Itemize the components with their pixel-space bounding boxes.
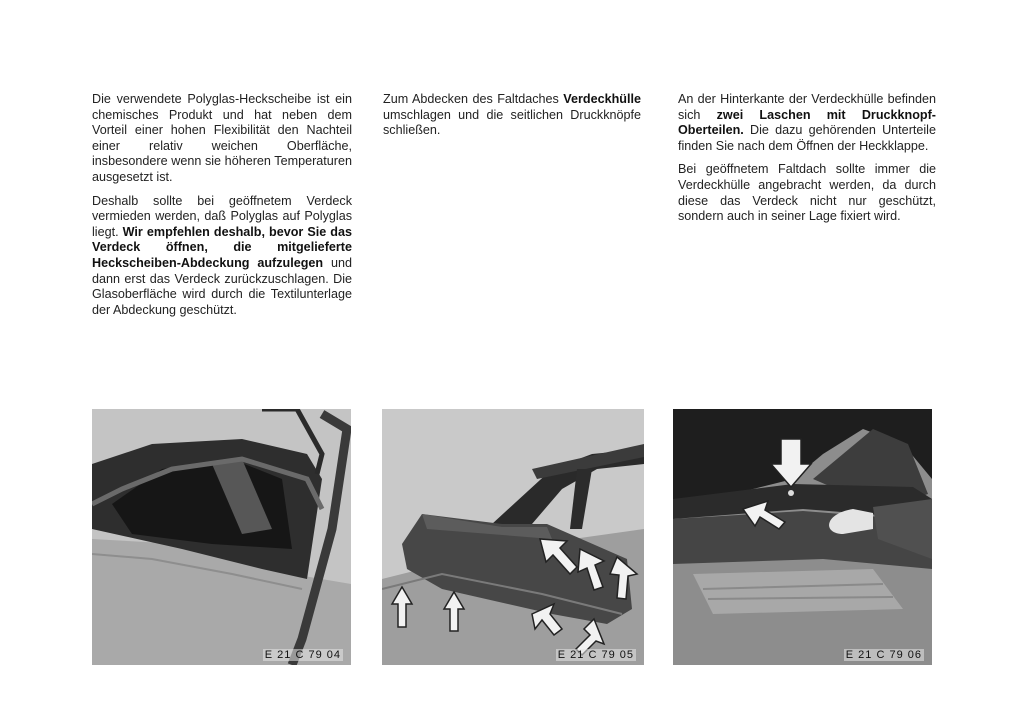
paragraph-tabs (678, 92, 936, 154)
text-column-2 (383, 92, 641, 147)
text-column-3 (678, 92, 936, 233)
text-run: Die dazu gehörenden Unterteile finden Sie nach dem Öffnen der Heckklappe. (678, 123, 936, 153)
paragraph-polyglas: Die verwendete Polyglas-Heckscheibe ist ein chemisches Produkt und hat neben dem Vorteil einer hohen Flexibilität den Nachteil einer relativ weichen Oberfläche, insbesondere wenn sie höheren Temperaturen ausgesetzt ist. (92, 92, 352, 184)
paragraph-cover (383, 92, 641, 139)
photo-illustration (673, 409, 932, 665)
photo-illustration (382, 409, 644, 665)
text-run: Zum Abdecken des Faltdaches (383, 92, 564, 106)
bold-text-run: zwei Laschen mit Druckknopf-Oberteilen. (678, 107, 936, 138)
photo-caption: E 21 C 79 04 (264, 649, 341, 661)
photo-rear-window (92, 409, 351, 665)
photo-illustration (92, 409, 351, 665)
text-column-1 (92, 92, 352, 326)
photo-top-cover (382, 409, 644, 665)
text-run: Deshalb sollte bei geöffnetem Verdeck vermieden werden, daß Polyglas auf Polyglas liegt. (92, 193, 352, 239)
text-run: und dann erst das Verdeck zurückzuschlagen. Die Glasoberfläche wird durch die Textilunterlage der Abdeckung geschützt. (92, 255, 352, 317)
bold-text-run: Wir empfehlen deshalb, bevor Sie das Verdeck öffnen, die mitgelieferte Heckscheiben-Abdeckung aufzulegen (92, 224, 353, 270)
photo-caption: E 21 C 79 05 (557, 649, 634, 661)
text-run: umschlagen und die seitlichen Druckknöpfe schließen. (383, 107, 641, 138)
bold-text-run: Verdeckhülle (563, 92, 641, 106)
photo-caption: E 21 C 79 06 (845, 649, 922, 661)
photo-press-stud-tabs (673, 409, 932, 665)
paragraph-recommendation (92, 194, 352, 319)
paragraph-fixation: Bei geöffnetem Faltdach sollte immer die Verdeckhülle angebracht werden, da durch diese das Verdeck nicht nur geschützt, sondern auch in seiner Lage fixiert wird. (678, 162, 936, 224)
text-run: An der Hinterkante der Verdeckhülle befinden sich (678, 92, 936, 122)
